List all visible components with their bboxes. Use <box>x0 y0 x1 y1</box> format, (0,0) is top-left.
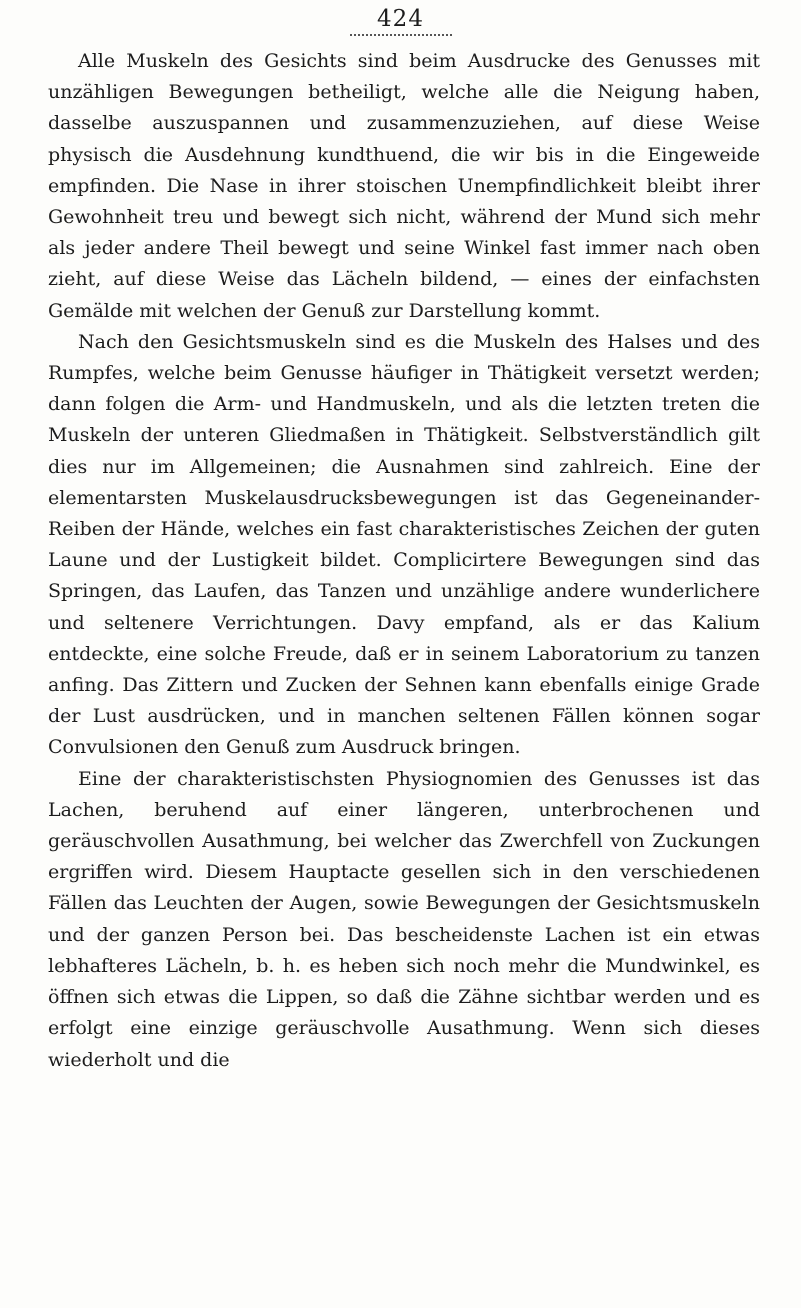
body-text <box>48 46 760 1076</box>
paragraph-2: Nach den Gesichtsmuskeln sind es die Muskeln des Halses und des Rumpfes, welche beim Genusse häufiger in Thätigkeit versetzt werden; dann folgen die Arm- und Handmuskeln, und als die letzten treten die Muskeln der unteren Gliedmaßen in Thätigkeit. Selbstverständlich gilt dies nur im Allgemeinen; die Ausnahmen sind zahlreich. Eine der elementarsten Muskelausdrucksbewegungen ist das Gegeneinander-Reiben der Hände, welches ein fast charakteristisches Zeichen der guten Laune und der Lustigkeit bildet. Complicirtere Bewegungen sind das Springen, das Laufen, das Tanzen und unzählige andere wunderlichere und seltenere Verrichtungen. Davy empfand, als er das Kalium entdeckte, eine solche Freude, daß er in seinem Laboratorium zu tanzen anfing. Das Zittern und Zucken der Sehnen kann ebenfalls einige Grade der Lust ausdrücken, und in manchen seltenen Fällen können sogar Convulsionen den Genuß zum Ausdruck bringen. <box>48 330 760 759</box>
paragraph-3: Eine der charakteristischsten Physiognomien des Genusses ist das Lachen, beruhend auf einer längeren, unterbrochenen und geräuschvollen Ausathmung, bei welcher das Zwerchfell von Zuckungen ergriffen wird. Diesem Hauptacte gesellen sich in den verschiedenen Fällen das Leuchten der Augen, sowie Bewegungen der Gesichtsmuskeln und der ganzen Person bei. Das bescheidenste Lachen ist ein etwas lebhafteres Lächeln, b. h. es heben sich noch mehr die Mundwinkel, es öffnen sich etwas die Lippen, so daß die Zähne sichtbar werden und es erfolgt eine einzige geräuschvolle Ausathmung. Wenn sich dieses wiederholt und die <box>48 767 760 1071</box>
header-ornament-rule <box>350 34 452 36</box>
page-number: 424 <box>377 6 424 32</box>
page-header <box>0 6 801 32</box>
paragraph-1: Alle Muskeln des Gesichts sind beim Ausdrucke des Genusses mit unzähligen Bewegungen betheiligt, welche alle die Neigung haben, dasselbe auszuspannen und zusammenzuziehen, auf diese Weise physisch die Ausdehnung kundthuend, die wir bis in die Eingeweide empfinden. Die Nase in ihrer stoischen Unempfindlichkeit bleibt ihrer Gewohnheit treu und bewegt sich nicht, während der Mund sich mehr als jeder andere Theil bewegt und seine Winkel fast immer nach oben zieht, auf diese Weise das Lächeln bildend, — eines der einfachsten Gemälde mit welchen der Genuß zur Darstellung kommt. <box>48 50 760 322</box>
